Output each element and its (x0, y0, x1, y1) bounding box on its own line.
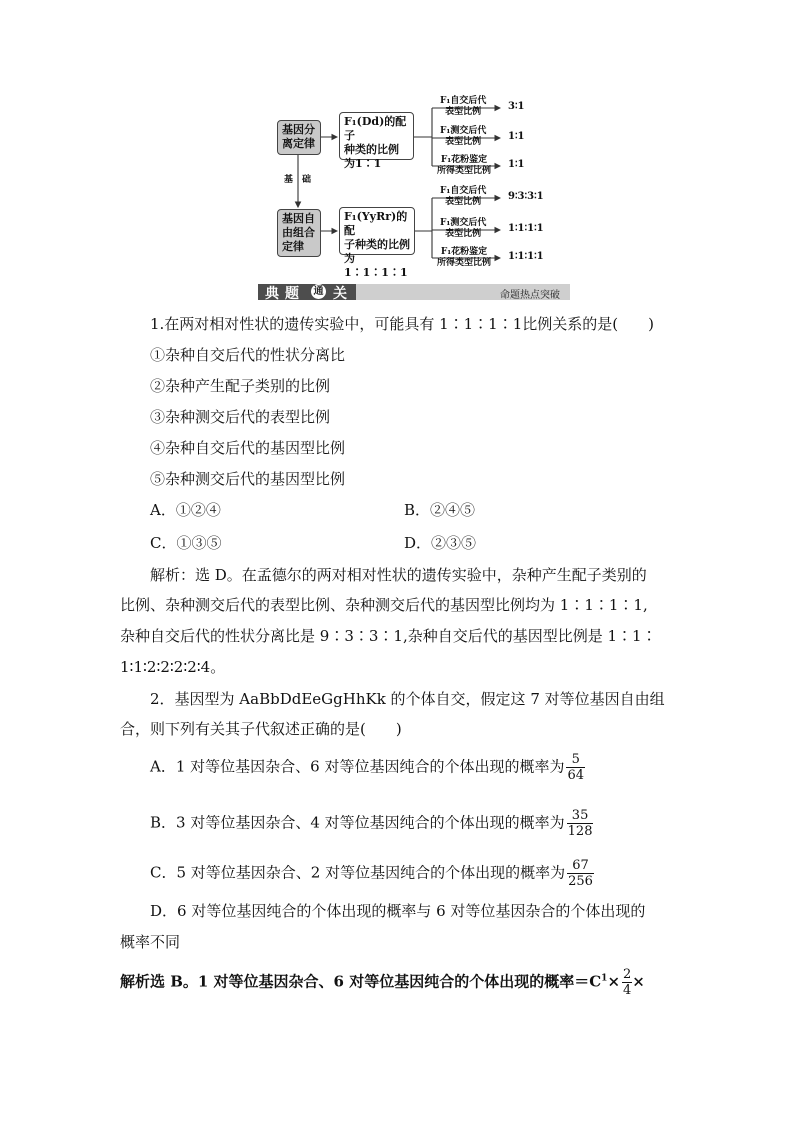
q2-option-c-fraction: $\frac{67}{256}$ (568, 858, 593, 889)
branch-ratio: 1∶1∶1∶1 (508, 223, 544, 234)
banner-title-b: 关 (333, 286, 347, 302)
q2-option-a (150, 752, 585, 783)
q1-analysis-line: 解析：选 D。在孟德尔的两对相对性状的遗传实验中，杂种产生配子类别的 (150, 566, 647, 584)
banner-subtitle: 命题热点突破 (500, 290, 560, 301)
q2-analysis-times-end: × (632, 972, 645, 991)
branch-ratio: 1∶1 (508, 131, 525, 142)
q1-analysis-line: 比例、杂种测交后代的表型比例、杂种测交后代的基因型比例均为 1∶1∶1∶1, (120, 596, 648, 614)
banner-circle-text: 通 (313, 286, 324, 297)
q1-stem: 1.在两对相对性状的遗传实验中，可能具有 1∶1∶1∶1比例关系的是( ) (150, 315, 654, 333)
link-label: 基 础 (284, 175, 312, 185)
banner-circle-badge (311, 284, 326, 299)
q2-option-c-text: C．5 对等位基因杂合、2 对等位基因纯合的个体出现的概率为 (150, 863, 566, 882)
box-independent-assortment-law: 基因自 由组合 定律 (277, 209, 321, 257)
branch-ratio: 1∶1 (508, 159, 525, 170)
q1-item: ③杂种测交后代的表型比例 (150, 408, 331, 426)
q1-option-c: C．①③⑤ (150, 534, 222, 552)
q2-analysis-times: × (607, 972, 621, 991)
q2-option-a-text: A．1 对等位基因杂合、6 对等位基因纯合的个体出现的概率为 (150, 757, 565, 776)
q1-analysis-line: 杂种自交后代的性状分离比是 9∶3∶3∶1,杂种自交后代的基因型比例是 1∶1∶ (120, 627, 657, 645)
branch-label: F₁自交后代 表型比例 (440, 96, 487, 117)
q1-item: ⑤杂种测交后代的基因型比例 (150, 470, 346, 488)
q1-item: ②杂种产生配子类别的比例 (150, 377, 331, 395)
q1-item: ④杂种自交后代的基因型比例 (150, 439, 346, 457)
branch-ratio: 9∶3∶3∶1 (508, 191, 544, 202)
q2-option-b-fraction: $\frac{35}{128}$ (567, 808, 593, 839)
q1-item: ①杂种自交后代的性状分离比 (150, 346, 346, 364)
q2-analysis (120, 967, 645, 998)
q1-option-d: D．②③⑤ (404, 534, 477, 552)
q2-option-b (150, 808, 593, 839)
q2-analysis-sup: 1 (601, 973, 608, 984)
branch-ratio: 1∶1∶1∶1 (508, 251, 544, 262)
q1-option-b: B．②④⑤ (404, 501, 476, 519)
box-segregation-law: 基因分 离定律 (277, 120, 321, 155)
box-f1-dd-gametes: F₁(Dd)的配子 种类的比例 为1∶1 (339, 112, 414, 160)
q2-analysis-fraction: $\frac{2}{4}$ (623, 967, 632, 998)
q2-stem-line: 合，则下列有关其子代叙述正确的是( ) (120, 720, 402, 738)
branch-label: F₁自交后代 表型比例 (440, 186, 487, 207)
q2-stem-line: 2．基因型为 AaBbDdEeGgHhKk 的个体自交，假定这 7 对等位基因自由组 (150, 690, 665, 708)
box-f1-yyrr-gametes: F₁(YyRr)的配 子种类的比例 为1∶1∶1∶1 (339, 207, 415, 255)
branch-ratio: 3∶1 (508, 101, 525, 112)
q2-option-c (150, 858, 594, 889)
q1-analysis-line: 1∶1∶2∶2∶2∶2∶4。 (120, 658, 226, 676)
branch-label: F₁花粉鉴定 所得类型比例 (437, 155, 492, 176)
q1-option-a: A．①②④ (150, 501, 221, 519)
q2-option-d-line: D．6 对等位基因纯合的个体出现的概率与 6 对等位基因杂合的个体出现的 (150, 902, 646, 920)
branch-label: F₁测交后代 表型比例 (440, 218, 487, 239)
q2-analysis-text: 解析选 B。1 对等位基因杂合、6 对等位基因纯合的个体出现的概率＝C (120, 972, 602, 991)
q2-option-a-fraction: $\frac{5}{64}$ (567, 752, 585, 783)
banner-title-a: 典题 (265, 286, 305, 302)
branch-label: F₁花粉鉴定 所得类型比例 (437, 247, 492, 268)
q2-option-d-line: 概率不同 (120, 933, 181, 951)
branch-label: F₁测交后代 表型比例 (440, 126, 487, 147)
q2-option-b-text: B．3 对等位基因杂合、4 对等位基因纯合的个体出现的概率为 (150, 813, 565, 832)
